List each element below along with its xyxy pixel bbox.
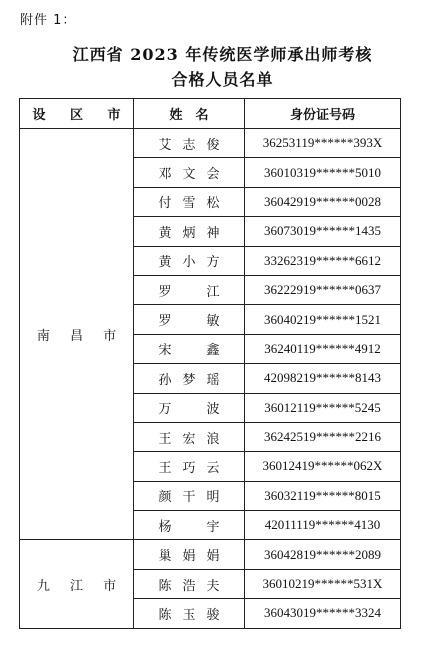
id-number-cell: 36012419******062X [245,452,401,481]
id-number-cell: 36242519******2216 [245,422,401,451]
id-number-cell: 36042819******2089 [245,540,401,569]
name-value: 罗 江 [158,284,220,300]
id-number-cell: 36253119******393X [245,129,401,158]
name-value: 邓 文 会 [158,167,220,183]
header-name: 姓 名 [134,99,245,129]
name-cell [134,481,245,510]
name-value: 艾 志 俊 [158,137,220,153]
id-number-cell: 36040219******1521 [245,305,401,334]
name-cell [134,540,245,569]
name-value: 陈 玉 骏 [158,607,220,623]
name-cell [134,452,245,481]
name-value: 万 波 [158,402,220,418]
name-cell [134,511,245,540]
name-cell [134,422,245,451]
name-cell [134,599,245,628]
name-value: 王 巧 云 [158,460,220,476]
name-value: 孙 梦 瑶 [158,372,220,388]
id-number-cell: 36010219******531X [245,569,401,598]
name-value: 宋 鑫 [158,343,220,359]
name-value: 王 宏 浪 [158,431,220,447]
name-cell [134,569,245,598]
id-number-cell: 36042919******0028 [245,187,401,216]
name-value: 巢 娟 娟 [158,549,220,565]
name-cell [134,158,245,187]
name-cell [134,246,245,275]
name-value: 陈 浩 夫 [158,578,220,594]
id-number-cell: 36073019******1435 [245,217,401,246]
id-number-cell: 36043019******3324 [245,599,401,628]
id-number-cell: 36222919******0637 [245,275,401,304]
name-cell [134,393,245,422]
table-row [20,129,401,158]
attachment-label: 附件 1： [20,13,77,28]
id-number-cell: 36032119******8015 [245,481,401,510]
name-cell [134,217,245,246]
document-subtitle: 合格人员名单 [171,70,274,89]
name-value: 付 雪 松 [158,196,220,212]
table-row [20,540,401,569]
header-city: 设 区 市 [20,99,134,129]
table-header-row [20,99,401,129]
name-cell [134,305,245,334]
name-value: 颜 干 明 [158,490,220,506]
name-cell [134,364,245,393]
name-cell [134,275,245,304]
name-value: 黄 小 方 [158,255,220,271]
name-value: 杨 宇 [158,519,220,535]
header-id-number: 身份证号码 [245,99,401,129]
name-cell [134,334,245,363]
id-number-cell: 42098219******8143 [245,364,401,393]
id-number-cell: 36010319******5010 [245,158,401,187]
city-cell: 九 江 市 [20,540,134,628]
id-number-cell: 36240119******4912 [245,334,401,363]
name-value: 罗 敏 [158,314,220,330]
name-cell [134,129,245,158]
table-body [20,129,401,629]
id-number-cell: 42011119******4130 [245,511,401,540]
id-number-cell: 33262319******6612 [245,246,401,275]
city-cell: 南 昌 市 [20,129,134,540]
name-cell [134,187,245,216]
document-title: 江西省 2023 年传统医学师承出师考核 [72,45,373,64]
id-number-cell: 36012119******5245 [245,393,401,422]
name-value: 黄 炳 神 [158,225,220,241]
qualified-personnel-table [19,98,401,629]
